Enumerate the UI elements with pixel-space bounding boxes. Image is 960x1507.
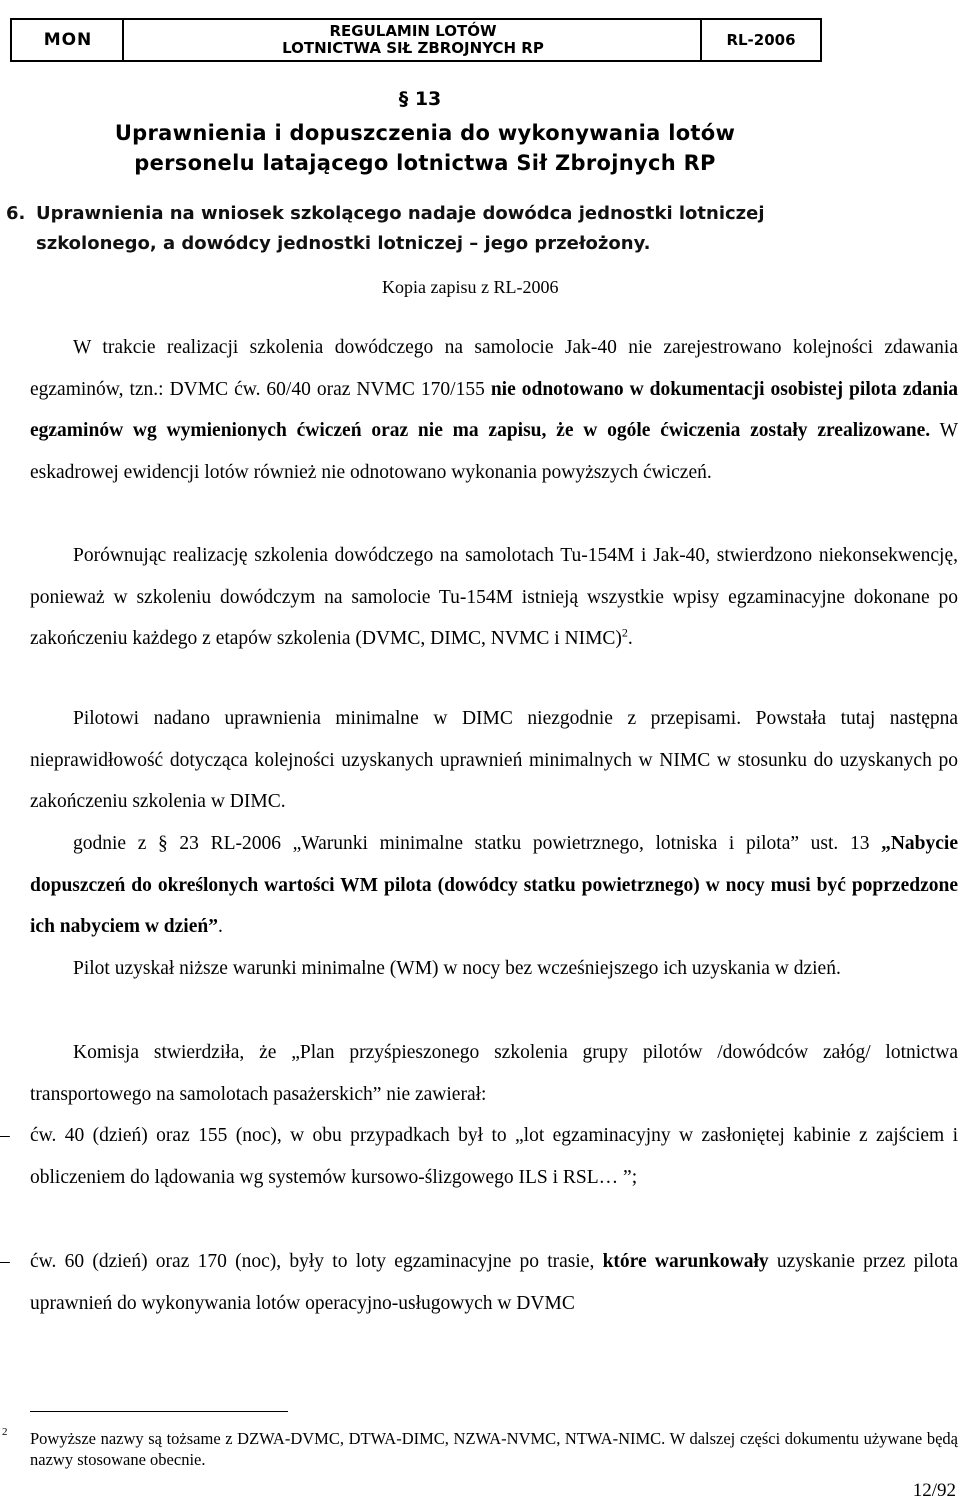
list-dash: – <box>0 1125 10 1146</box>
header-rl: RL-2006 <box>726 31 796 49</box>
paragraph-2-text: Porównując realizację szkolenia dowódczego na samolotach Tu-154M i Jak-40, stwierdzono niekonsekwencję, ponieważ w szkoleniu dowódczym na samolocie Tu-154M istnieją wszystkie wpisy egzaminacyjne dokonane po zakończeniu każdego z etapów szkolenia (DVMC, DIMC, NVMC i NIMC) <box>30 545 958 649</box>
scanned-header-box <box>10 18 822 62</box>
list-item-2 <box>30 1241 958 1324</box>
footnote-number: 2 <box>2 1426 8 1438</box>
header-title-line2: LOTNICTWA SIŁ ZBROJNYCH RP <box>282 39 544 57</box>
paragraph-6 <box>30 1032 958 1115</box>
paragraph-4-text: godnie z § 23 RL-2006 „Warunki minimalne statku powietrznego, lotniska i pilota” ust. 13 <box>73 833 882 854</box>
paragraph-2 <box>30 535 958 660</box>
paragraph-1-text: W trakcie realizacji szkolenia dowódczego na samolocie Jak-40 nie zarejestrowano kolejności zdawania egzaminów, tzn.: DVMC ćw. 60/40 oraz NVMC 170/155 <box>30 337 958 400</box>
list-item-2-tail: uzyskanie przez pilota uprawnień do wykonywania lotów operacyjno-usługowych w DVMC <box>30 1251 958 1314</box>
paragraph-4-end: . <box>217 916 223 937</box>
section-number: § 13 <box>398 88 442 110</box>
footnote-ref: 2 <box>621 625 628 640</box>
paragraph-4 <box>30 823 958 948</box>
list-dash: – <box>0 1251 10 1272</box>
list-item-1: ćw. 40 (dzień) oraz 155 (noc), w obu przypadkach był to „lot egzaminacyjny w zasłoniętej kabinie z zajściem i obliczeniem do lądowania wg systemów kursowo-ślizgowego ILS i RSL… ”; <box>30 1125 958 1188</box>
paragraph-2-end: . <box>627 628 633 649</box>
paragraph-1-tail: W eskadrowej ewidencji lotów również nie odnotowano wykonania powyższych ćwiczeń. <box>30 420 958 483</box>
paragraph-5 <box>30 948 958 990</box>
section-title-line2: personelu latającego lotnictwa Sił Zbrojnych RP <box>134 151 716 175</box>
paragraph-3 <box>30 698 958 823</box>
paragraph-1-bold: nie odnotowano w dokumentacji osobistej pilota zdania egzaminów wg wymienionych ćwiczeń oraz nie ma zapisu, że w ogóle ćwiczenia zostały zrealizowane. <box>30 378 958 441</box>
paragraph-4-bold: „Nabycie dopuszczeń do określonych wartości WM pilota (dowódcy statku powietrznego) w nocy musi być poprzedzone ich nabyciem w dzień” <box>30 833 958 937</box>
scanned-item-text: Uprawnienia na wniosek szkolącego nadaje dowódca jednostki lotniczej szkolonego, a dowódcy jednostki lotniczej – jego przełożony. <box>36 203 765 254</box>
paragraph-1 <box>30 327 958 493</box>
scanned-item-number: 6. <box>6 203 26 224</box>
list-item-2-bold: które warunkowały <box>602 1251 769 1272</box>
page-number: 12/92 <box>912 1480 956 1501</box>
section-title <box>30 118 820 178</box>
header-title-line1: REGULAMIN LOTÓW <box>329 22 497 40</box>
footnote-separator <box>30 1411 288 1412</box>
paragraph-5-text: Pilot uzyskał niższe warunki minimalne (WM) w nocy bez wcześniejszego ich uzyskania w dzień. <box>73 958 841 979</box>
header-title <box>124 20 702 60</box>
footnote-text: Powyższe nazwy są tożsame z DZWA-DVMC, DTWA-DIMC, NZWA-NVMC, NTWA-NIMC. W dalszej części dokumentu używane będą nazwy stosowane obecnie. <box>30 1429 958 1469</box>
paragraph-6-text: Komisja stwierdziła, że „Plan przyśpieszonego szkolenia grupy pilotów /dowódców załóg/ lotnictwa transportowego na samolotach pasażerskich” nie zawierał: <box>30 1042 958 1105</box>
section-title-line1: Uprawnienia i dopuszczenia do wykonywania lotów <box>114 121 736 145</box>
copy-note: Kopia zapisu z RL-2006 <box>382 277 559 297</box>
paragraph-3-text: Pilotowi nadano uprawnienia minimalne w DIMC niezgodnie z przepisami. Powstała tutaj następna nieprawidłowość dotycząca kolejności uzyskanych uprawnień minimalnych w NIMC w stosunku do uzyskanych po zakończeniu szkolenia w DIMC. <box>30 708 958 812</box>
header-mon: MON <box>43 30 93 50</box>
list-item-2-text: ćw. 60 (dzień) oraz 170 (noc), były to loty egzaminacyjne po trasie, <box>30 1251 603 1272</box>
